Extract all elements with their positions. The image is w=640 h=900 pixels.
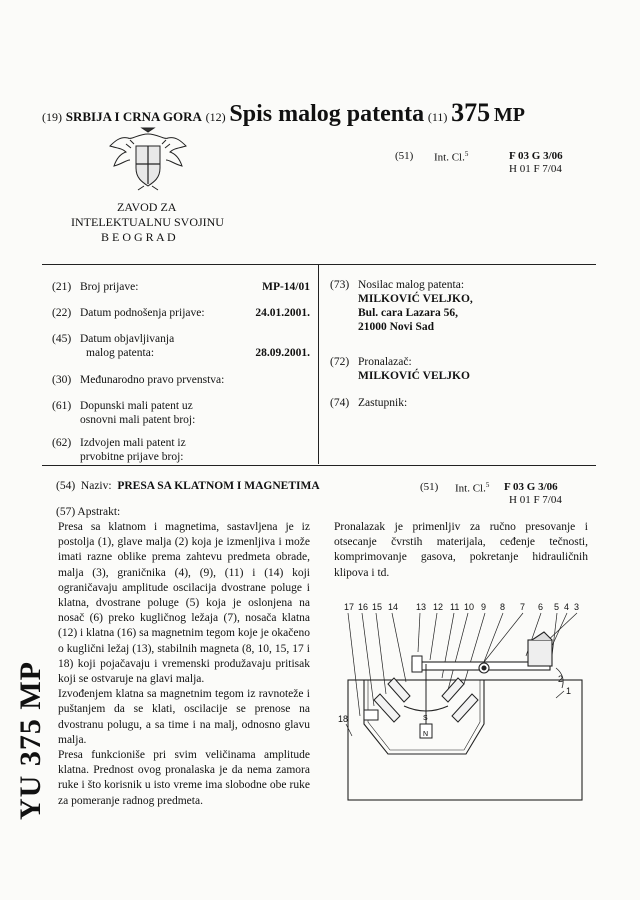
callout-16: 16 <box>358 602 369 612</box>
callout-17: 17 <box>344 602 355 612</box>
coat-of-arms-icon <box>108 126 188 192</box>
callout-5: 5 <box>554 602 560 612</box>
title-cl-code: (51) <box>420 481 439 493</box>
callout-7: 7 <box>520 602 526 612</box>
holder-address-2: 21000 Novi Sad <box>358 321 435 333</box>
magnet-s-label: S <box>423 715 428 722</box>
divisional-label-2: prvobitne prijave broj: <box>80 451 184 463</box>
abstract-label: Apstrakt: <box>77 506 121 518</box>
inid-code-11: (11) <box>427 110 448 124</box>
inid-21: (21) <box>52 281 72 293</box>
title-int-cl-label: Int. Cl. <box>455 482 486 495</box>
int-cl-label: Int. Cl. <box>434 151 465 164</box>
application-text: Pronalazak je primenljiv za ručno presovanje i otsecanje čvrstih materijala, ceđenje tečnosti, komprimovanje gasova, pokretanje hidrauličnih klipova i td. <box>334 521 588 579</box>
holder-address-1: Bul. cara Lazara 56, <box>358 307 458 319</box>
callout-3: 3 <box>574 602 580 612</box>
holder-label: Nosilac malog patenta: <box>358 279 465 291</box>
callout-10: 10 <box>464 602 475 612</box>
additional-patent-label: Dopunski mali patent uz <box>80 400 193 412</box>
ipc-class-2: H 01 F 7/04 <box>509 163 562 175</box>
callout-2: 2 <box>558 674 564 684</box>
press-drawing <box>330 598 600 808</box>
inid-45: (45) <box>52 333 72 345</box>
classification-label <box>434 150 468 164</box>
inid-code-12: (12) <box>205 110 226 124</box>
holder-name: MILKOVIĆ VELJKO, <box>358 293 473 305</box>
header-line <box>42 98 525 128</box>
callout-14: 14 <box>388 602 399 612</box>
title-int-cl-sup: 5 <box>485 481 490 489</box>
spine-label: YU 375 MP <box>14 661 47 820</box>
inid-72: (72) <box>330 356 350 368</box>
ipc-class-1: F 03 G 3/06 <box>509 150 563 162</box>
office-name-line1: ZAVOD ZA <box>117 200 177 214</box>
biblio-72 <box>330 355 590 385</box>
callout-12: 12 <box>433 602 444 612</box>
biblio-61 <box>52 399 310 429</box>
abstract-paragraph-2: Izvođenjem klatna sa magnetnim tegom iz ravnoteže i puštanjem da se klati, oscilacije se prenose na dvostranu polugu, a sa time i na malj, odnosno glavu malja. <box>58 688 310 746</box>
divisional-label: Izdvojen mali patent iz <box>80 437 186 449</box>
inid-57: (57) <box>56 506 76 518</box>
biblio-73 <box>330 278 590 338</box>
inid-code-19: (19) <box>42 110 62 124</box>
column-divider <box>318 264 319 464</box>
application-number: MP-14/01 <box>262 281 310 293</box>
abstract-heading <box>56 505 120 520</box>
patent-suffix: MP <box>493 104 526 126</box>
publication-date-label: Datum objavljivanja <box>80 333 175 345</box>
magnet-n-label: N <box>423 731 429 738</box>
publication-date-label-2: malog patenta: <box>86 347 155 359</box>
application-number-label: Broj prijave: <box>80 281 139 293</box>
title-label: Naziv: <box>80 480 112 492</box>
abstract-paragraph-3: Presa funkcioniše pri svim veličinama amplitude klatna. Prednost ovog pronalaska je da nema zamora ruke i što korisnik u isto vreme ima slobodne obe ruke za pomeranje radnog predmeta. <box>58 749 310 807</box>
biblio-45 <box>52 332 310 362</box>
title-ipc-2: H 01 F 7/04 <box>509 494 562 506</box>
priority-label: Međunarodno pravo prvenstva: <box>80 374 225 386</box>
callout-13: 13 <box>416 602 427 612</box>
biblio-62 <box>52 436 310 466</box>
patent-number: 375 <box>451 98 491 127</box>
int-cl-sup: 5 <box>464 150 469 158</box>
classification-code: (51) <box>395 150 414 162</box>
callout-6: 6 <box>538 602 544 612</box>
additional-patent-label-2: osnovni mali patent broj: <box>80 414 196 426</box>
inid-73: (73) <box>330 279 350 291</box>
country-name: SRBIJA I CRNA GORA <box>65 109 202 124</box>
inid-74: (74) <box>330 397 350 409</box>
abstract-body <box>58 520 310 809</box>
filing-date: 24.01.2001. <box>255 307 310 319</box>
callout-11: 11 <box>450 602 460 612</box>
callout-9: 9 <box>481 602 487 612</box>
publication-date: 28.09.2001. <box>255 347 310 359</box>
title-ipc-1: F 03 G 3/06 <box>504 481 558 493</box>
abstract-paragraph-1: Presa sa klatnom i magnetima, sastavljena je iz postolja (1), glave malja (2) koja je izmenljiva i može imati razne oblike prema zahtevu predmeta obrade, malja (3), graničnika (4), (9), (11) i (14) koji ograničavaju amplitude oscilacija dvostrane poluge i klatna, dvostrane poluge (5) koja je oslonjena na nosač (6) preko kugličnog ležaja (7), nosača klatna (12) i klatna (16) sa magnetnim tegom koje je okačeno o kuglični ležaj (13), stabilnih magneta (8, 10, 15, 17 i 18) koji pojačavaju i vremenski produžavaju pritisak koji se ostvaruje na glavi malja. <box>58 521 310 686</box>
inid-62: (62) <box>52 437 72 449</box>
callout-15: 15 <box>372 602 383 612</box>
top-rule <box>42 264 596 265</box>
callout-4: 4 <box>564 602 570 612</box>
callout-1: 1 <box>566 686 572 696</box>
inid-22: (22) <box>52 307 72 319</box>
title-cl-label <box>455 481 489 495</box>
invention-title: PRESA SA KLATNOM I MAGNETIMA <box>117 480 320 492</box>
title-row <box>56 480 320 492</box>
office-city: B E O G R A D <box>101 230 176 244</box>
filing-date-label: Datum podnošenja prijave: <box>80 307 205 319</box>
office-name-line2: INTELEKTUALNU SVOJINU <box>71 215 224 229</box>
inid-30: (30) <box>52 374 72 386</box>
document-type: Spis malog patenta <box>229 101 425 127</box>
inventor-label: Pronalazač: <box>358 356 412 368</box>
inid-54: (54) <box>56 480 76 492</box>
agent-label: Zastupnik: <box>358 397 408 409</box>
callout-18: 18 <box>338 714 349 724</box>
inventor-name: MILKOVIĆ VELJKO <box>358 370 470 382</box>
inid-61: (61) <box>52 400 72 412</box>
callout-8: 8 <box>500 602 506 612</box>
